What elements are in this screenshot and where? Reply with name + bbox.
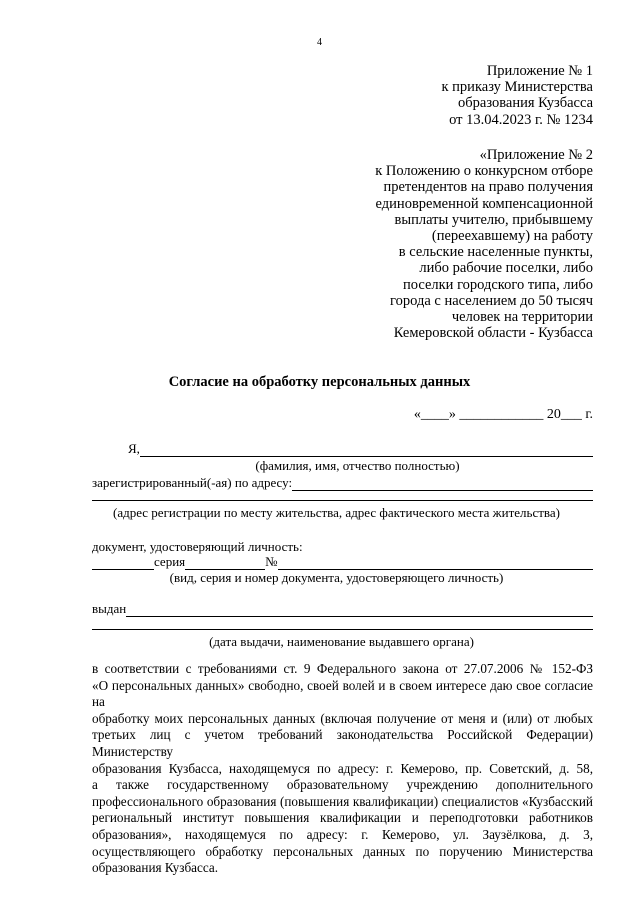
annex-2-line: в сельские населенные пункты,: [398, 244, 593, 261]
annex-2-line: поселки городского типа, либо: [402, 276, 593, 293]
issued-input-line-2[interactable]: [92, 629, 593, 630]
annex-2-line: города с населением до 50 тысяч: [390, 292, 593, 309]
i-label: Я,: [128, 441, 140, 456]
body-line: а также государственному образовательному учреждению дополнительного: [92, 777, 593, 793]
body-line: профессионального образования (повышения квалификации) специалистов «Кузбасский: [92, 793, 593, 809]
body-line: образования Кузбасса, находящемуся по адресу: г. Кемерово, пр. Советский, д. 58,: [92, 760, 593, 776]
body-line: обработку моих персональных данных (включая получение от меня и (или) от любых: [92, 710, 593, 726]
body-line: региональный институт повышения квалификации и переподготовки работников: [92, 810, 593, 826]
body-line: в соответствии с требованиями ст. 9 Федерального закона от 27.07.2006 № 152-ФЗ: [92, 661, 593, 676]
document-row: [92, 553, 593, 570]
body-line: третьих лиц с учетом требований законодательства Российской Федерации) Министерству: [92, 727, 593, 759]
series-label: серия: [154, 554, 186, 569]
annex-1-line: образования Кузбасса: [458, 95, 593, 112]
issued-caption: (дата выдачи, наименование выдавшего органа): [209, 634, 474, 649]
number-label: №: [265, 554, 278, 569]
registered-address-input-line[interactable]: [292, 477, 593, 491]
body-line: образования», находящемуся по адресу: г. Кемерово, ул. Заузёлкова, д. 3,: [92, 826, 593, 842]
fio-row: [128, 440, 593, 457]
annex-2-line: претендентов на право получения: [383, 179, 593, 196]
annex-1-line: к приказу Министерства: [441, 79, 593, 96]
page-number: 4: [317, 37, 322, 48]
registered-label: зарегистрированный(-ая) по адресу:: [92, 475, 293, 490]
address-input-line-2[interactable]: [92, 500, 593, 501]
annex-1-header: [442, 63, 594, 128]
annex-1-line: Приложение № 1: [486, 63, 593, 79]
annex-2-line: либо рабочие поселки, либо: [419, 260, 593, 277]
document-title: Согласие на обработку персональных данных: [168, 374, 471, 390]
date-field[interactable]: «____» ____________ 20___ г.: [413, 407, 593, 422]
annex-1-line: от 13.04.2023 г. № 1234: [449, 111, 593, 128]
annex-2-line: (переехавшему) на работу: [431, 228, 593, 245]
annex-2-line: единовременной компенсационной: [375, 195, 593, 212]
annex-2-line: к Положению о конкурсном отборе: [375, 163, 593, 180]
document-caption: (вид, серия и номер документа, удостоверяющего личность): [169, 570, 504, 585]
number-input-line[interactable]: [278, 556, 593, 570]
issued-row: [92, 600, 593, 617]
annex-2-line: Кемеровской области - Кузбасса: [393, 325, 593, 342]
annex-2-line: выплаты учителю, прибывшему: [394, 211, 593, 228]
consent-body: [92, 661, 593, 877]
body-line: осуществляющего обработку персональных данных по поручению Министерства: [92, 843, 593, 859]
body-line: «О персональных данных» свободно, своей волей и в своем интересе даю свое согласие на: [92, 677, 593, 710]
issued-label: выдан: [92, 601, 127, 616]
annex-2-header: [375, 147, 593, 341]
series-input-line[interactable]: [185, 556, 265, 570]
annex-2-line: человек на территории: [451, 309, 593, 326]
annex-2-line: «Приложение № 2: [479, 147, 593, 163]
fio-caption: (фамилия, имя, отчество полностью): [255, 458, 460, 473]
document-type-input-line[interactable]: [92, 556, 154, 570]
document-label: документ, удостоверяющий личность:: [92, 539, 303, 554]
address-caption: (адрес регистрации по месту жительства, адрес фактического места жительства): [112, 505, 560, 520]
issued-input-line[interactable]: [126, 603, 593, 617]
registered-row: [92, 474, 593, 491]
fio-input-line[interactable]: [140, 443, 593, 457]
body-line: образования Кузбасса.: [92, 860, 219, 876]
